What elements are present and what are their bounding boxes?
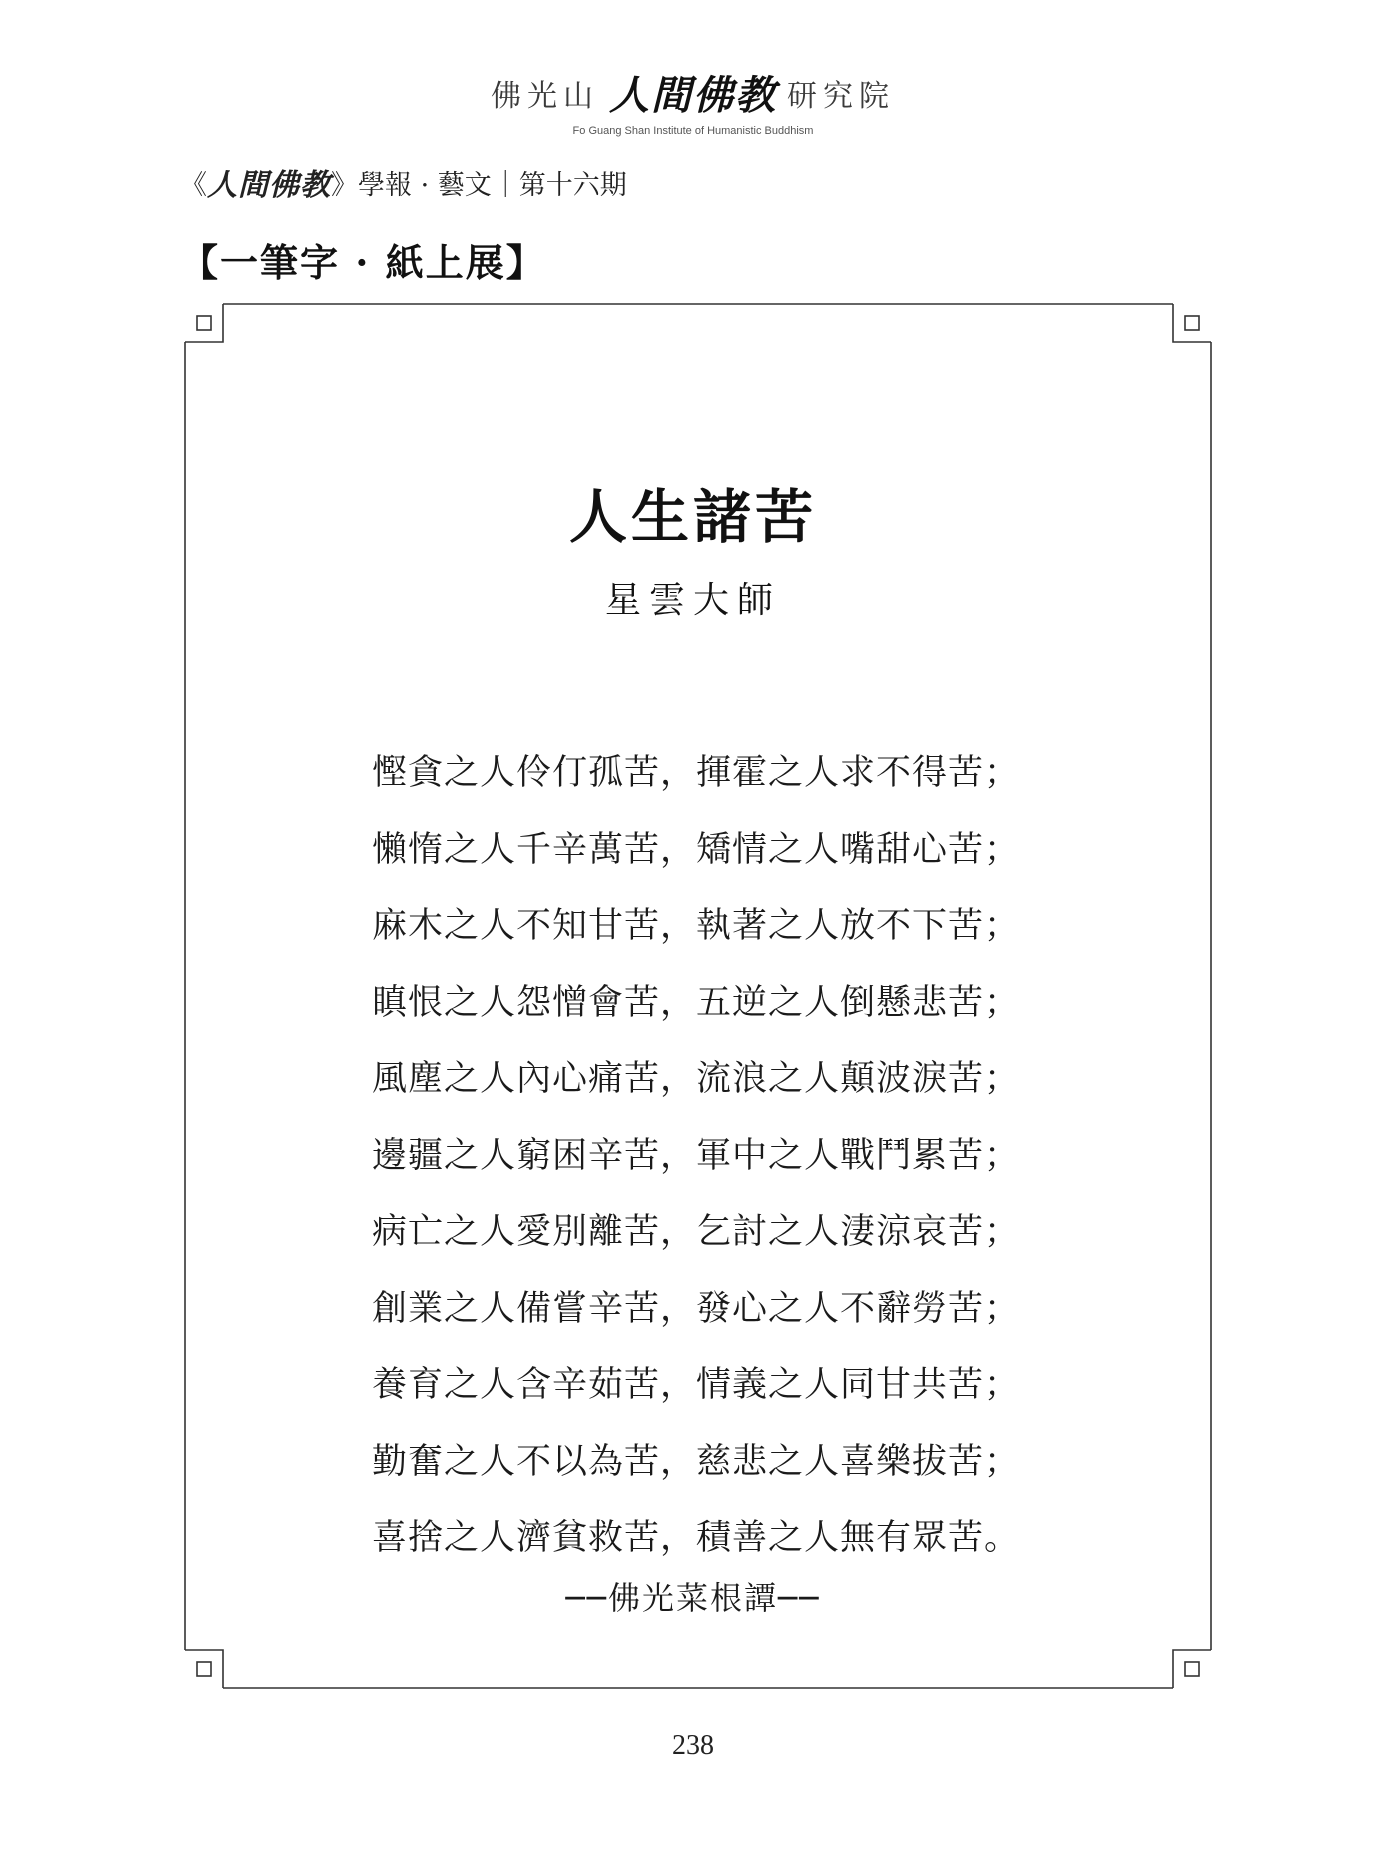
poem-line: 麻木之人不知甘苦，執著之人放不下苦； [372,906,1021,946]
institute-name-left: 佛光山 [491,78,599,114]
institute-name [491,64,895,121]
poem-title: 人生諸苦 [568,483,817,551]
journal-open-bracket: 《 [180,169,207,201]
poem-line: 病亡之人愛別離苦，乞討之人淒涼哀苦； [372,1212,1021,1252]
poem-line: 懶惰之人千辛萬苦，矯情之人嘴甜心苦； [372,829,1021,870]
poem-line: 瞋恨之人怨憎會苦，五逆之人倒懸悲苦； [372,982,1021,1023]
poem-line: 養育之人含辛茹苦，情義之人同甘共苦； [372,1365,1021,1405]
poem-line: 喜捨之人濟貧救苦，積善之人無有眾苦。 [372,1518,1021,1558]
poem-author: 星雲大師 [604,580,781,621]
journal-issue: 》學報 · 藝文｜第十六期 [331,169,627,201]
page-header [0,64,1386,137]
institute-english-name: Fo Guang Shan Institute of Humanistic Buddhism [572,125,814,137]
poem-line: 邊疆之人窮困辛苦，軍中之人戰鬥累苦； [372,1135,1021,1176]
poem-body [372,735,1032,1577]
poem-line: 創業之人備嘗辛苦，發心之人不辭勞苦； [372,1288,1021,1329]
page-number: 238 [672,1730,714,1761]
section-title: 【一筆字 · 紙上展】 [180,240,546,285]
poem-line: 風塵之人內心痛苦，流浪之人顛波淚苦； [372,1059,1021,1099]
poem-line: 慳貪之人伶仃孤苦，揮霍之人求不得苦； [372,753,1021,793]
institute-brand-logo: 人間佛教 [609,72,777,119]
journal-line [180,160,627,204]
poem-source: ──佛光菜根譚── [565,1579,821,1617]
poem-line: 勤奮之人不以為苦，慈悲之人喜樂拔苦； [372,1441,1021,1482]
journal-brand: 人間佛教 [207,168,331,203]
institute-name-right: 研究院 [787,78,895,114]
